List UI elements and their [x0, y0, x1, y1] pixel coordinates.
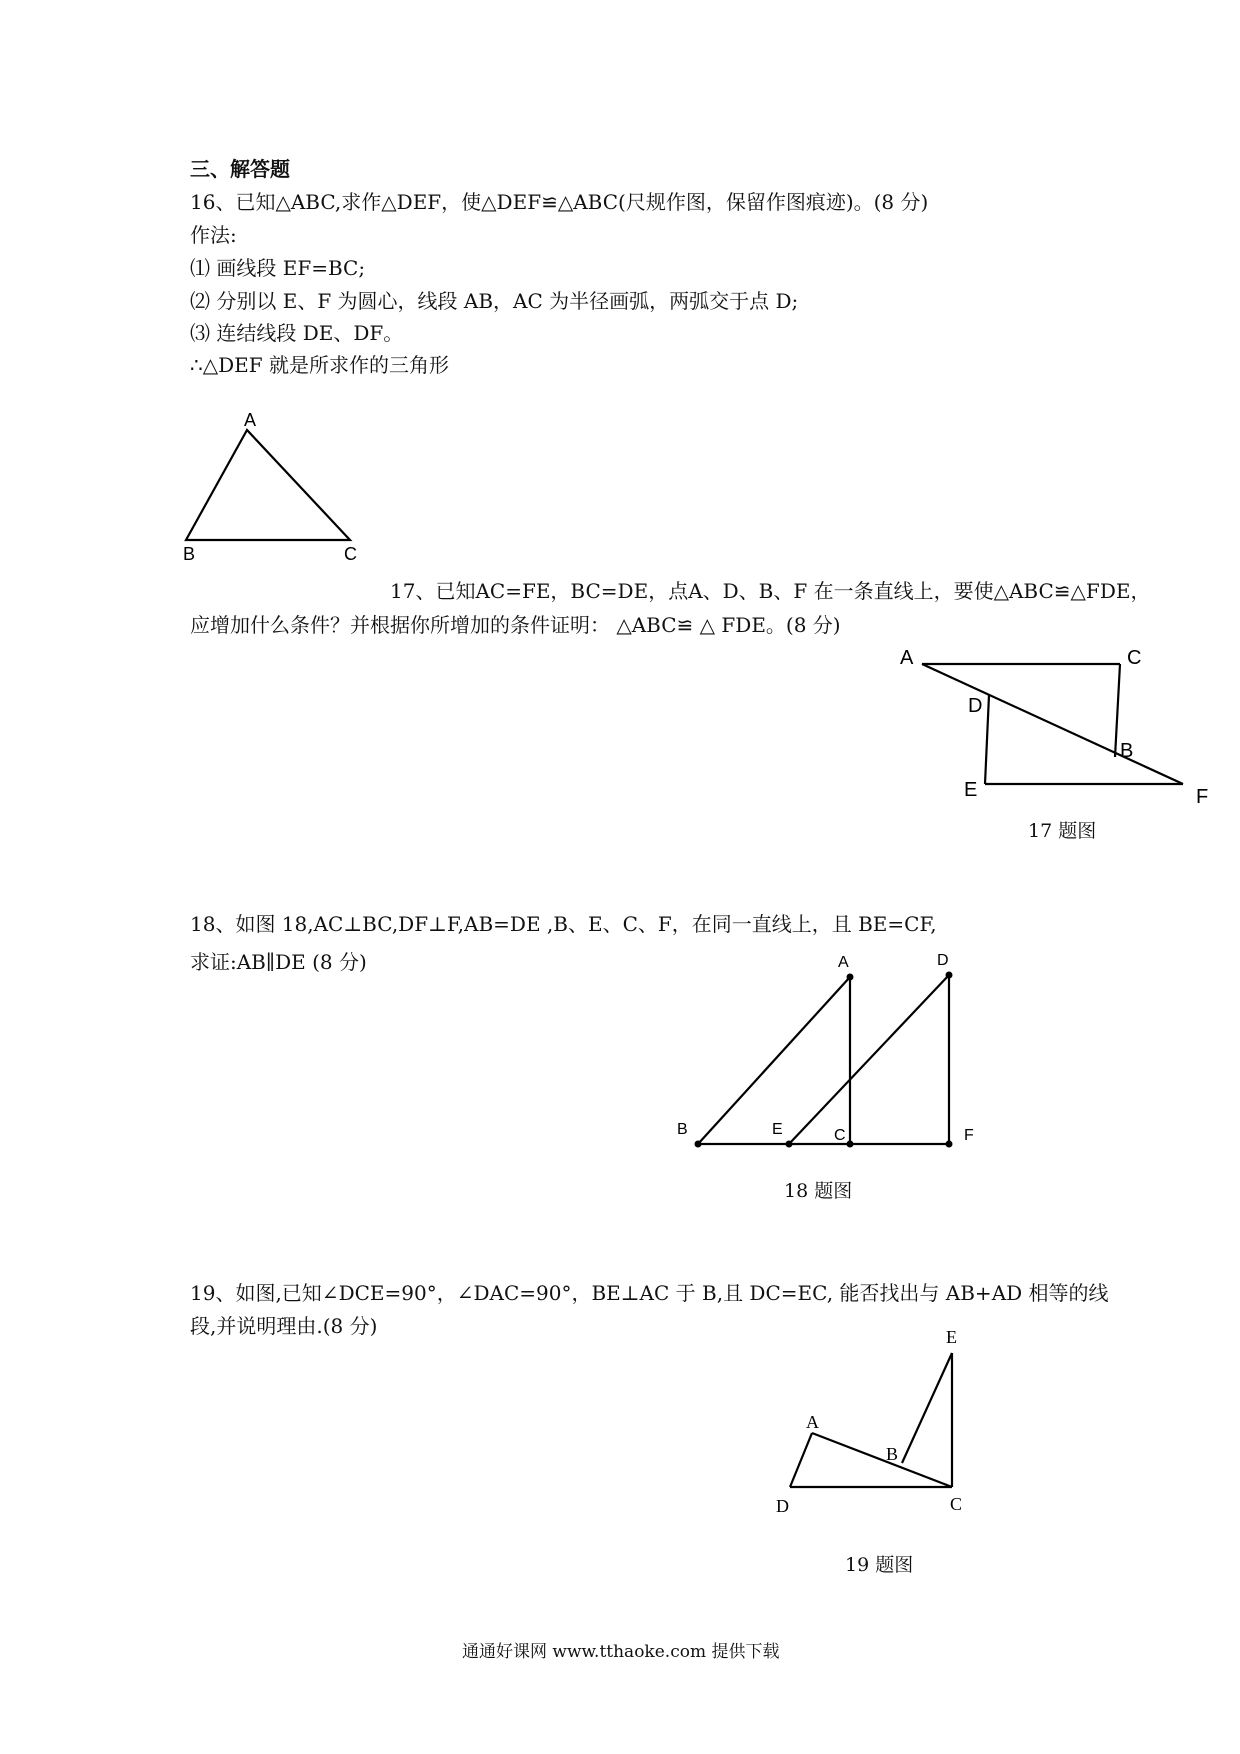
label-c: C: [1127, 647, 1142, 669]
label-d: D: [968, 695, 983, 717]
label-a: A: [838, 954, 849, 971]
segment-a-d: [790, 1433, 812, 1487]
q16-step-3: ⑶ 连结线段 DE、DF。: [190, 321, 404, 345]
q19-figure-caption: 19 题图: [845, 1554, 914, 1576]
footer-text: 通通好课网 www.tthaoke.com 提供下载: [462, 1642, 780, 1662]
label-e: E: [772, 1121, 783, 1138]
q19-line-2: 段,并说明理由.(8 分): [190, 1314, 378, 1338]
label-b: B: [886, 1444, 899, 1464]
label-e: E: [946, 1327, 957, 1347]
label-b: B: [183, 544, 196, 564]
q18-line-2: 求证:AB∥DE (8 分): [190, 950, 367, 974]
q16-step-2: ⑵ 分别以 E、F 为圆心，线段 AB，AC 为半径画弧，两弧交于点 D;: [190, 289, 799, 313]
label-f: F: [964, 1127, 974, 1144]
label-a: A: [806, 1412, 819, 1432]
q19-line-1: 19、如图,已知∠DCE=90°，∠DAC=90°，BE⊥AC 于 B,且 DC=EC, 能否找出与 AB+AD 相等的线: [190, 1281, 1109, 1305]
label-f: F: [1196, 786, 1209, 808]
q18-line-1: 18、如图 18,AC⊥BC,DF⊥F,AB=DE ,B、E、C、F，在同一直线上，且 BE=CF,: [190, 912, 937, 936]
segment-a-c: [812, 1433, 952, 1487]
label-b: B: [1120, 740, 1134, 762]
section-title: 三、解答题: [190, 157, 290, 181]
q16-conclusion: ∴△DEF 就是所求作的三角形: [190, 353, 449, 377]
label-c: C: [950, 1494, 963, 1514]
label-a: A: [244, 410, 257, 430]
q16-stem: 16、已知△ABC,求作△DEF，使△DEF≌△ABC(尺规作图，保留作图痕迹)。(8 分): [190, 190, 929, 214]
label-d: D: [937, 952, 949, 969]
q17-line-1: 17、已知AC=FE，BC=DE，点A、D、B、F 在一条直线上，要使△ABC≌△FDE，: [390, 579, 1151, 603]
q18-figure-caption: 18 题图: [784, 1180, 853, 1202]
q16-method-label: 作法:: [190, 223, 237, 247]
label-c: C: [834, 1127, 846, 1144]
q17-line-2: 应增加什么条件？并根据你所增加的条件证明： △ABC≌ △ FDE。(8 分): [190, 613, 841, 637]
segment-e-b: [902, 1353, 952, 1463]
label-a: A: [900, 647, 914, 669]
label-b: B: [677, 1121, 688, 1138]
label-d: D: [776, 1496, 789, 1516]
q17-figure-caption: 17 题图: [1028, 820, 1097, 842]
label-c: C: [344, 544, 357, 564]
label-e: E: [964, 779, 978, 801]
q16-step-1: ⑴ 画线段 EF=BC;: [190, 256, 366, 280]
